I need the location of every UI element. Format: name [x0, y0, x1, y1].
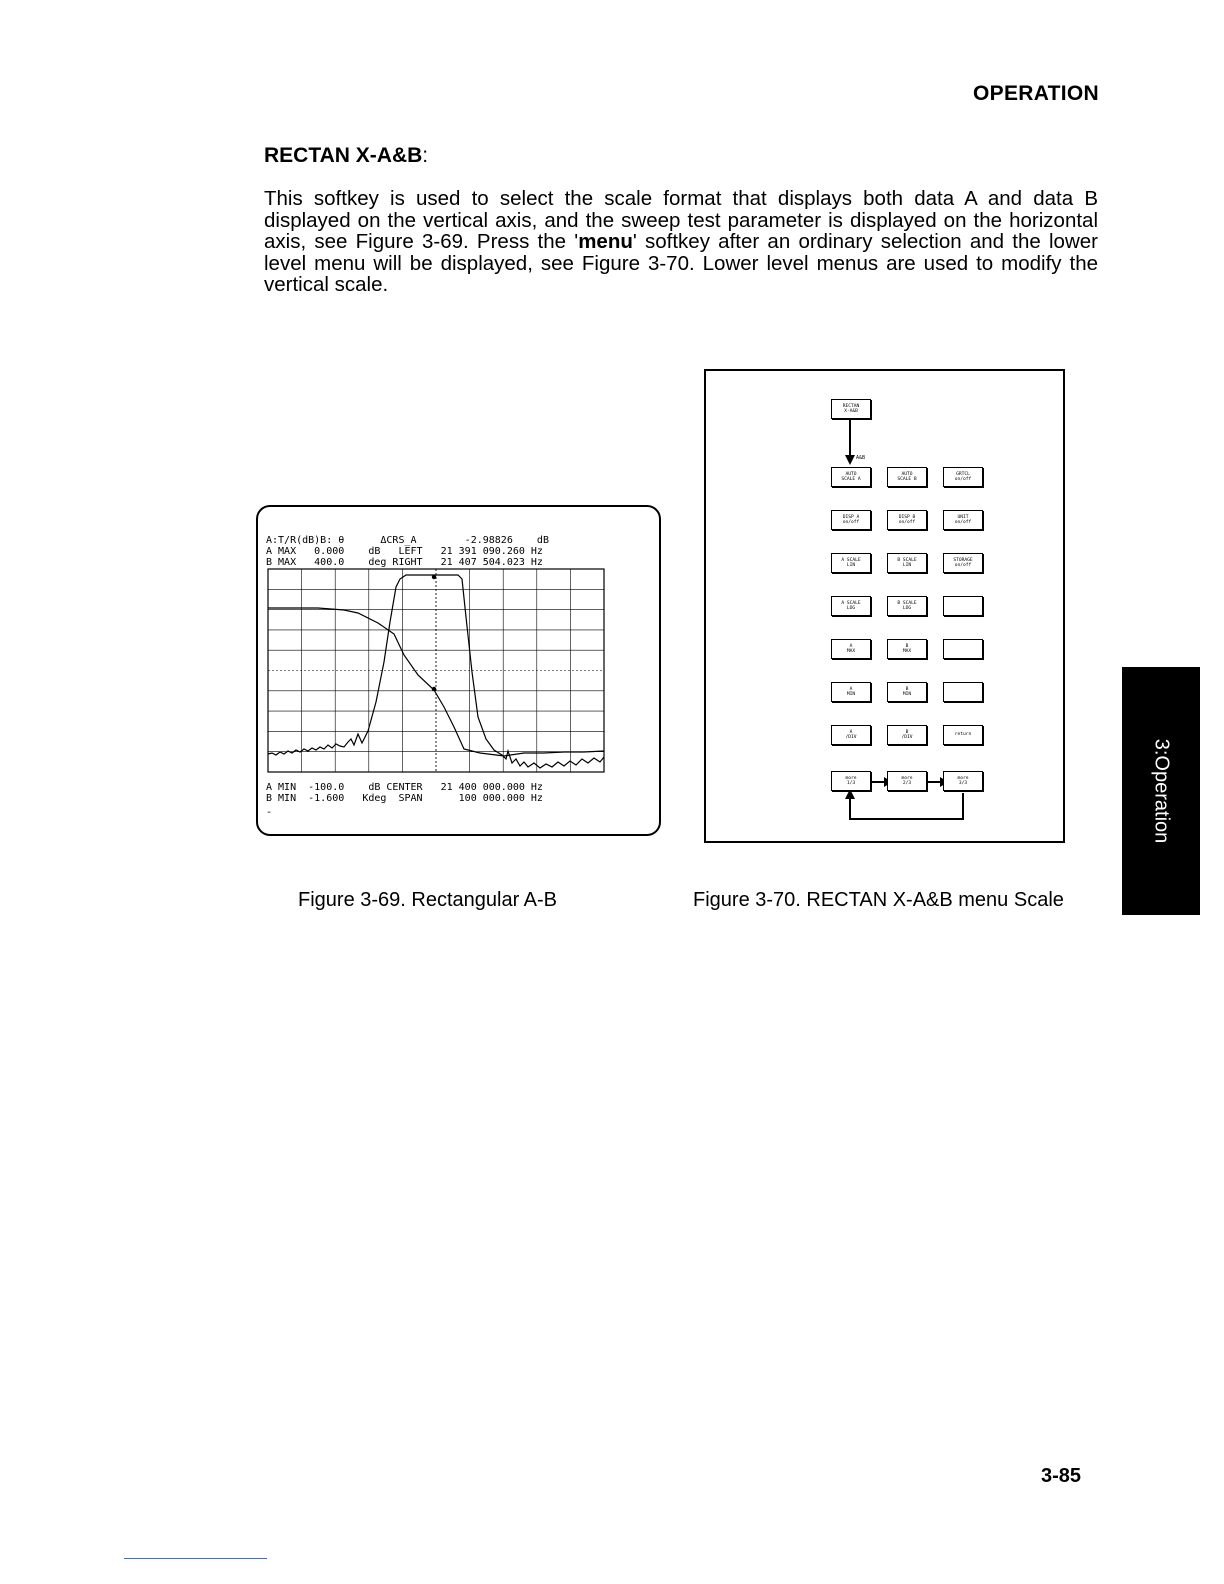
softkey-a-scale-log-label-0: A SCALE — [841, 600, 861, 606]
softkey-a-min-label-1: MIN — [846, 692, 856, 697]
softkey-a-scale-lin[interactable] — [831, 553, 871, 573]
screen-footer-line-3: - — [266, 807, 273, 818]
trace-a-magnitude — [268, 575, 604, 768]
figure-3-69-screen — [256, 505, 661, 836]
arrow-label: A&B — [856, 455, 866, 461]
softkey-disp-b-on-off-label-0: DISP B — [898, 514, 916, 520]
softkey-b-min-label-1: MIN — [902, 692, 912, 697]
softkey-b-max-label-0: B — [905, 643, 909, 649]
softkey-grtcl-on-off[interactable] — [943, 467, 983, 487]
softkey-disp-a-on-off-label-1: on/off — [842, 520, 860, 525]
softkey-disp-a-on-off-label-0: DISP A — [842, 514, 860, 520]
figure-3-69-plot — [258, 507, 659, 834]
softkey-a-div-label-1: /DIV — [845, 735, 857, 740]
screen-footer-line-2: B MIN -1.600 Kdeg SPAN 100 000.000 Hz — [266, 793, 543, 804]
softkey-a-max-label-1: MAX — [846, 649, 856, 654]
figure-3-69-caption: Figure 3-69. Rectangular A-B — [298, 889, 558, 911]
softkey-b-div[interactable] — [887, 725, 927, 745]
softkey-more-3-3-label-0: more — [957, 775, 969, 781]
softkey-a-div-label-0: A — [849, 729, 853, 735]
softkey-return[interactable] — [943, 725, 983, 745]
softkey-b-div-label-0: B — [905, 729, 909, 735]
softkey-more-1-3[interactable] — [831, 771, 871, 791]
softkey-a-scale-lin-label-0: A SCALE — [841, 557, 861, 563]
softkey-a-min[interactable] — [831, 682, 871, 702]
softkey-storage-on-off-label-0: STORAGE — [953, 557, 973, 563]
softkey-more-2-3-label-0: more — [901, 775, 913, 781]
chapter-side-tab-label: 3:Operation — [1150, 738, 1173, 844]
body-text-emphasis: menu — [578, 230, 633, 253]
softkey-b-scale-lin-label-1: LIN — [902, 563, 912, 568]
softkey-a-max-label-0: A — [849, 643, 853, 649]
softkey-unit-on-off-label-0: UNIT — [957, 514, 969, 520]
softkey-more-3-3-label-1: 3/3 — [958, 781, 968, 786]
screen-header-line-3: B MAX 400.0 deg RIGHT 21 407 504.023 Hz — [266, 557, 543, 568]
section-title — [264, 144, 428, 168]
footer-rule — [124, 1558, 267, 1559]
softkey-rectan-xab[interactable] — [831, 399, 871, 419]
softkey-more-1-3-label-0: more — [845, 775, 857, 781]
softkey-a-scale-log-label-1: LOG — [846, 606, 856, 611]
softkey-unit-on-off-label-1: on/off — [954, 520, 972, 525]
softkey-more-2-3-label-1: 2/3 — [902, 781, 912, 786]
softkey-rectan-xab-label-0: RECTAN — [842, 403, 860, 409]
section-title-colon: : — [422, 144, 429, 167]
softkey-disp-b-on-off-label-1: on/off — [898, 520, 916, 525]
screen-header-line-1: A:T/R(dB)B: θ ΔCRS_A -2.98826 dB — [266, 535, 549, 546]
softkey-blank-3-2[interactable] — [943, 596, 983, 616]
softkey-b-scale-lin[interactable] — [887, 553, 927, 573]
softkey-b-min[interactable] — [887, 682, 927, 702]
softkey-b-max[interactable] — [887, 639, 927, 659]
softkey-rectan-xab-label-1: X-A&B — [844, 409, 858, 414]
softkey-auto-scale-a-label-0: AUTO — [845, 471, 857, 477]
softkey-b-scale-log-label-1: LOG — [902, 606, 912, 611]
figure-3-70-caption: Figure 3-70. RECTAN X-A&B menu Scale — [693, 889, 1064, 911]
softkey-more-1-3-label-1: 1/3 — [846, 781, 856, 786]
softkey-grtcl-on-off-label-0: GRTCL — [956, 471, 970, 477]
figure-3-70-menu-diagram — [704, 369, 1065, 843]
softkey-unit-on-off[interactable] — [943, 510, 983, 530]
chapter-side-tab — [1122, 667, 1200, 915]
softkey-b-scale-log-label-0: B SCALE — [897, 600, 917, 606]
plot-grid — [268, 569, 604, 772]
body-paragraph — [264, 188, 1098, 296]
softkey-more-3-3[interactable] — [943, 771, 983, 791]
softkey-a-scale-log[interactable] — [831, 596, 871, 616]
softkey-a-scale-lin-label-1: LIN — [846, 563, 856, 568]
body-text-part1: This softkey is used to select the scale format that displays both data A and data B displayed on the vertical axis, and the sweep test parameter is displayed on the horizontal axis, see Figure 3-69. Press the ' — [264, 187, 1098, 253]
softkey-return-label-0: return — [954, 732, 972, 738]
softkey-blank-5-2[interactable] — [943, 682, 983, 702]
softkey-auto-scale-b-label-0: AUTO — [901, 471, 913, 477]
softkey-a-div[interactable] — [831, 725, 871, 745]
screen-header-line-2: A MAX 0.000 dB LEFT 21 391 090.260 Hz — [266, 546, 543, 557]
softkey-more-2-3[interactable] — [887, 771, 927, 791]
softkey-auto-scale-b-label-1: SCALE B — [897, 477, 917, 482]
softkey-a-min-label-0: A — [849, 686, 853, 692]
softkey-disp-b-on-off[interactable] — [887, 510, 927, 530]
softkey-b-max-label-1: MAX — [902, 649, 912, 654]
softkey-a-max[interactable] — [831, 639, 871, 659]
softkey-auto-scale-a[interactable] — [831, 467, 871, 487]
softkey-auto-scale-a-label-1: SCALE A — [841, 477, 861, 482]
softkey-auto-scale-b[interactable] — [887, 467, 927, 487]
screen-footer-line-1: A MIN -100.0 dB CENTER 21 400 000.000 Hz — [266, 782, 543, 793]
softkey-grtcl-on-off-label-1: on/off — [954, 477, 972, 482]
softkey-blank-4-2[interactable] — [943, 639, 983, 659]
page-number: 3-85 — [1040, 1465, 1081, 1487]
marker-dots — [432, 575, 436, 691]
softkey-b-min-label-0: B — [905, 686, 909, 692]
softkey-storage-on-off-label-1: on/off — [954, 563, 972, 568]
menu-connector-lines — [706, 371, 1063, 841]
softkey-b-scale-lin-label-0: B SCALE — [897, 557, 917, 563]
running-head: OPERATION — [973, 82, 1099, 105]
section-title-text: RECTAN X-A&B — [264, 144, 423, 167]
body-text-part2: ' softkey after an ordinary selection and the lower level menu will be displayed, see Figure 3-70. Lower level menus are used to modify the vertical scale. — [264, 230, 1098, 296]
softkey-storage-on-off[interactable] — [943, 553, 983, 573]
softkey-b-scale-log[interactable] — [887, 596, 927, 616]
softkey-b-div-label-1: /DIV — [901, 735, 913, 740]
softkey-disp-a-on-off[interactable] — [831, 510, 871, 530]
